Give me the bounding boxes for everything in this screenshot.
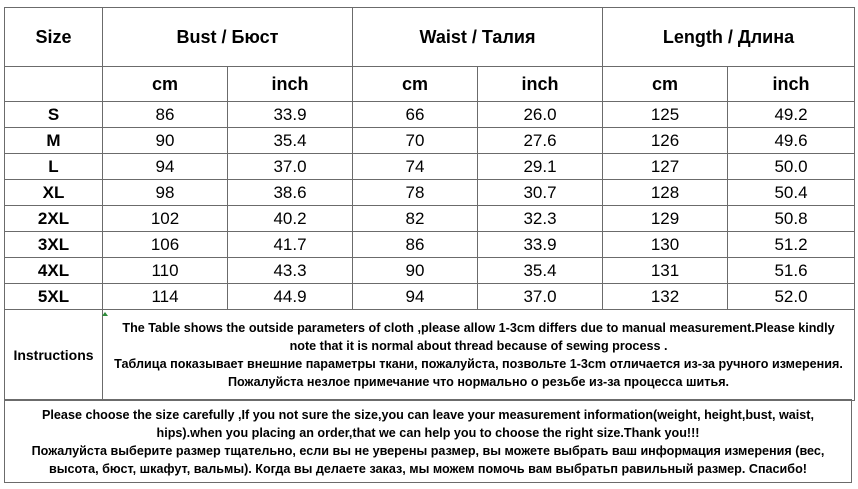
size-row	[5, 128, 855, 154]
size-label: 2XL	[5, 206, 103, 232]
size-label: M	[5, 128, 103, 154]
size-label: 5XL	[5, 284, 103, 310]
measurement-cell: 126	[603, 128, 728, 154]
measurement-cell: 130	[603, 232, 728, 258]
unit-blank	[5, 67, 103, 102]
measurement-cell: 86	[353, 232, 478, 258]
measurement-cell: 41.7	[228, 232, 353, 258]
measurement-cell: 74	[353, 154, 478, 180]
measurement-cell: 106	[103, 232, 228, 258]
measurement-cell: 52.0	[728, 284, 855, 310]
measurement-cell: 29.1	[478, 154, 603, 180]
size-row	[5, 232, 855, 258]
measurement-cell: 40.2	[228, 206, 353, 232]
instructions-label: Instructions	[5, 310, 103, 401]
measurement-cell: 127	[603, 154, 728, 180]
measurement-cell: 30.7	[478, 180, 603, 206]
size-note-en: Please choose the size carefully ,If you not sure the size,you can leave your measurement information(weight, height,bust, waist, hips).when you placing an order,that we can help you to choose the right size.Thank you!!!	[42, 408, 814, 440]
measurement-cell: 70	[353, 128, 478, 154]
measurement-cell: 33.9	[228, 102, 353, 128]
measurement-cell: 90	[103, 128, 228, 154]
measurement-cell: 114	[103, 284, 228, 310]
measurement-cell: 129	[603, 206, 728, 232]
measurement-cell: 43.3	[228, 258, 353, 284]
size-table	[4, 7, 855, 401]
measurement-cell: 37.0	[478, 284, 603, 310]
unit-cell: inch	[228, 67, 353, 102]
measurement-cell: 51.2	[728, 232, 855, 258]
size-label: 3XL	[5, 232, 103, 258]
unit-cell: inch	[728, 67, 855, 102]
measurement-cell: 132	[603, 284, 728, 310]
size-row	[5, 206, 855, 232]
measurement-cell: 125	[603, 102, 728, 128]
unit-cell: inch	[478, 67, 603, 102]
size-row	[5, 180, 855, 206]
measurement-cell: 26.0	[478, 102, 603, 128]
measurement-cell: 44.9	[228, 284, 353, 310]
measurement-cell: 82	[353, 206, 478, 232]
size-row	[5, 284, 855, 310]
size-row	[5, 154, 855, 180]
size-row	[5, 102, 855, 128]
measurement-cell: 35.4	[228, 128, 353, 154]
measurement-cell: 90	[353, 258, 478, 284]
instructions-text	[103, 310, 855, 401]
instructions-text-en: The Table shows the outside parameters of cloth ,please allow 1-3cm differs due to manual measurement.Please kindly note that it is normal about thread because of sewing process .	[122, 321, 835, 353]
measurement-cell: 50.8	[728, 206, 855, 232]
measurement-cell: 128	[603, 180, 728, 206]
unit-row	[5, 67, 855, 102]
unit-cell: cm	[103, 67, 228, 102]
length-header: Length / Длина	[603, 8, 855, 67]
measurement-cell: 33.9	[478, 232, 603, 258]
measurement-cell: 49.2	[728, 102, 855, 128]
measurement-cell: 78	[353, 180, 478, 206]
measurement-cell: 38.6	[228, 180, 353, 206]
instructions-text-ru: Таблица показывает внешние параметры ткани, пожалуйста, позвольте 1-3cm отличается из-за ручного измерения. Пожалуйста незлое примечание что нормально о резьбе из-за процесса шитья.	[114, 357, 843, 389]
size-label: XL	[5, 180, 103, 206]
waist-header: Waist / Талия	[353, 8, 603, 67]
measurement-cell: 94	[103, 154, 228, 180]
size-note-ru: Пожалуйста выберите размер тщательно, если вы не уверены размер, вы можете выбрать ваш информация измерения (вес, высота, бюст, шкафут, вальмы). Когда вы делаете заказ, мы можем помочь вам выбратьп равильный размер. Спасибо!	[31, 444, 825, 476]
unit-cell: cm	[603, 67, 728, 102]
unit-cell: cm	[353, 67, 478, 102]
measurement-cell: 32.3	[478, 206, 603, 232]
bust-header: Bust / Бюст	[103, 8, 353, 67]
measurement-cell: 94	[353, 284, 478, 310]
measurement-cell: 35.4	[478, 258, 603, 284]
measurement-cell: 49.6	[728, 128, 855, 154]
measurement-cell: 131	[603, 258, 728, 284]
measurement-cell: 110	[103, 258, 228, 284]
measurement-cell: 27.6	[478, 128, 603, 154]
measurement-cell: 86	[103, 102, 228, 128]
instructions-row	[5, 310, 855, 401]
size-header: Size	[5, 8, 103, 67]
size-label: 4XL	[5, 258, 103, 284]
measurement-cell: 37.0	[228, 154, 353, 180]
size-label: L	[5, 154, 103, 180]
measurement-cell: 102	[103, 206, 228, 232]
measurement-cell: 98	[103, 180, 228, 206]
measurement-cell: 50.4	[728, 180, 855, 206]
measurement-cell: 66	[353, 102, 478, 128]
measurement-cell: 51.6	[728, 258, 855, 284]
size-label: S	[5, 102, 103, 128]
size-note-box	[4, 399, 852, 483]
measurement-cell: 50.0	[728, 154, 855, 180]
header-row	[5, 8, 855, 67]
green-corner-mark-icon	[102, 312, 108, 316]
size-row	[5, 258, 855, 284]
